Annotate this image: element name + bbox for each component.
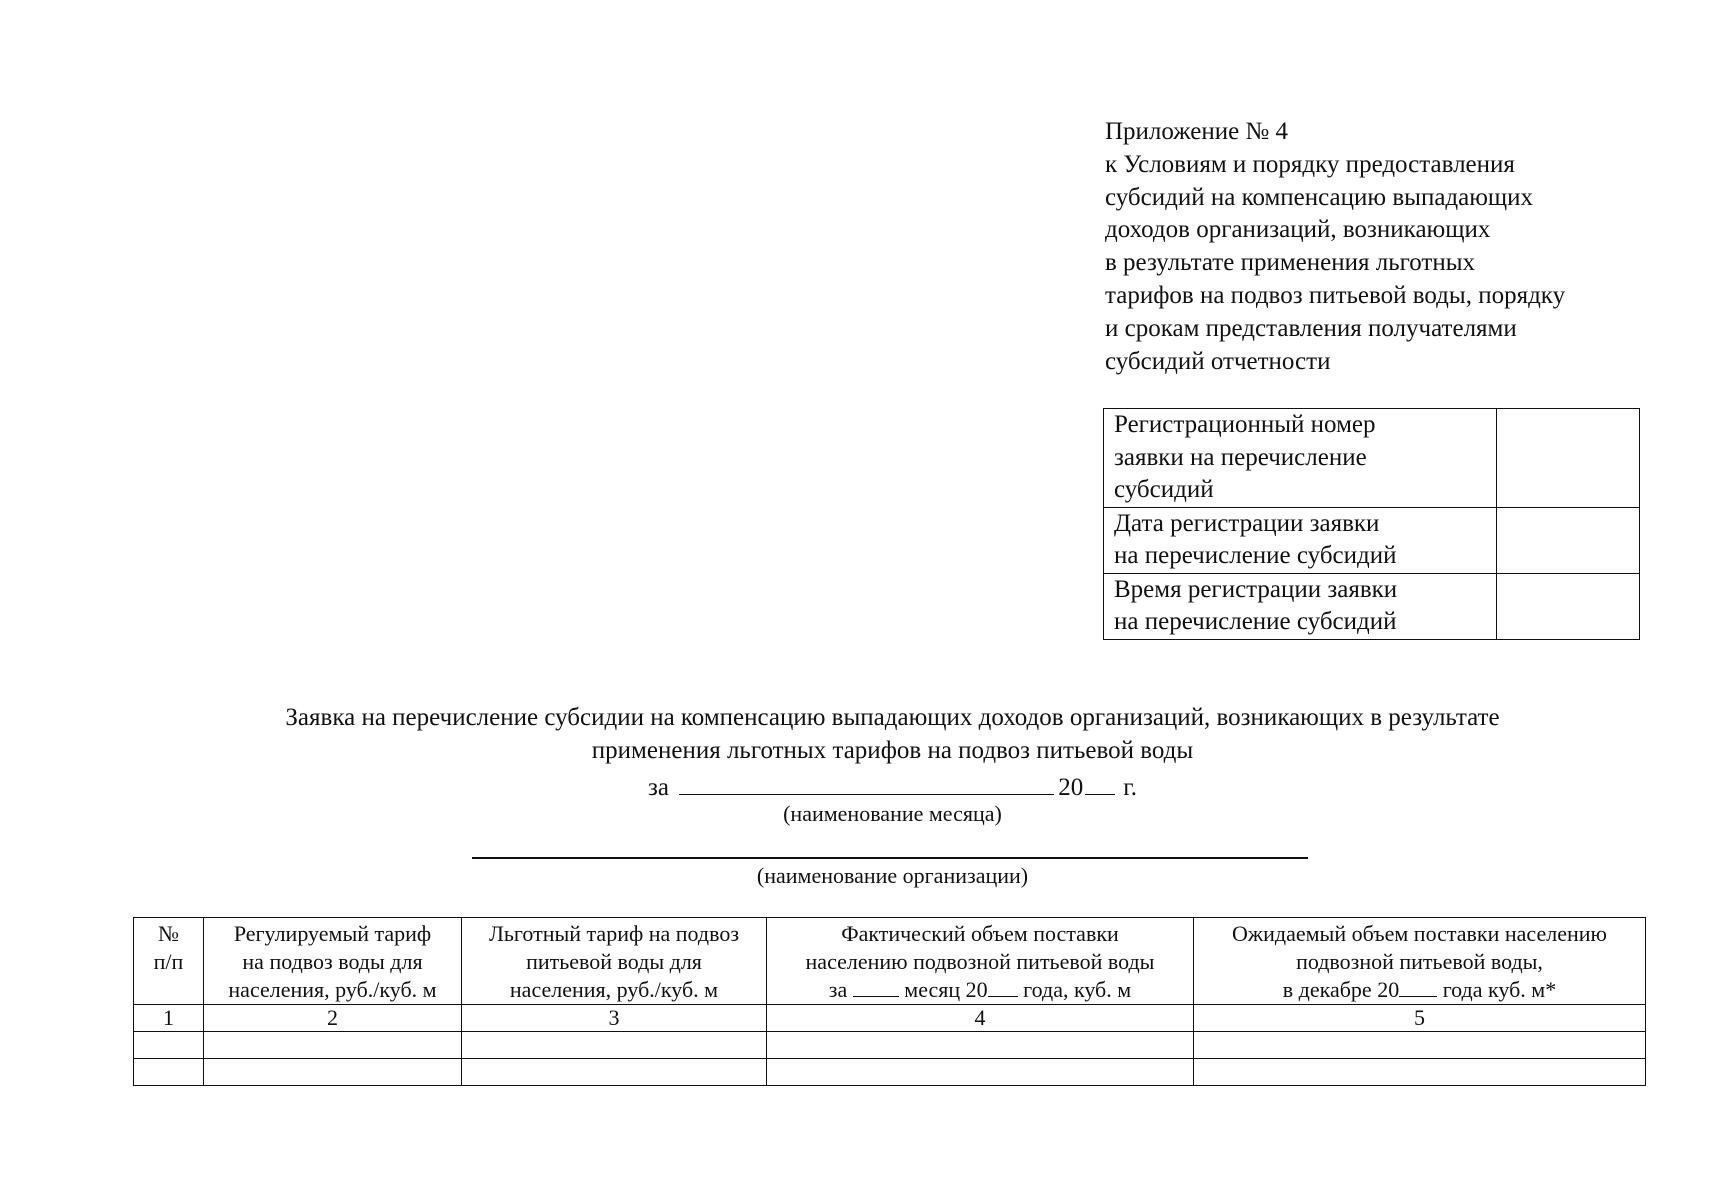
registration-row	[1104, 573, 1640, 639]
expected-volume-line2: подвозной питьевой воды,	[1296, 949, 1543, 974]
actual-volume-line2: населению подвозной питьевой воды	[805, 949, 1155, 974]
table-cell[interactable]	[134, 1059, 204, 1086]
year-blank-field[interactable]	[1085, 768, 1115, 795]
registration-row	[1104, 507, 1640, 573]
registration-row	[1104, 409, 1640, 508]
period-suffix: г.	[1123, 774, 1137, 801]
column-header-actual-volume	[767, 918, 1194, 1005]
column-header-number: № п/п	[134, 918, 204, 1005]
column-header-preferential-tariff: Льготный тариф на подвоз питьевой воды для населения, руб./куб. м	[462, 918, 767, 1005]
column-number: 4	[767, 1005, 1194, 1032]
expected-volume-post: года куб. м*	[1442, 977, 1557, 1002]
table-cell[interactable]	[462, 1059, 767, 1086]
table-cell[interactable]	[1194, 1032, 1646, 1059]
table-cell[interactable]	[767, 1032, 1194, 1059]
document-title: Заявка на перечисление субсидии на компенсацию выпадающих доходов организаций, возникающих в результате применения льготных тарифов на подвоз питьевой воды	[285, 704, 1500, 764]
expected-volume-line1: Ожидаемый объем поставки населению	[1232, 921, 1607, 946]
registration-table	[1103, 408, 1640, 640]
period-line	[0, 768, 1715, 804]
month-blank-field[interactable]	[679, 768, 1054, 795]
actual-volume-post: года, куб. м	[1023, 977, 1132, 1002]
actual-month-blank[interactable]	[853, 978, 899, 997]
actual-year-blank[interactable]	[988, 978, 1018, 997]
appendix-block	[1105, 116, 1665, 378]
month-caption: (наименование месяца)	[783, 801, 1002, 826]
column-number: 5	[1194, 1005, 1646, 1032]
column-number: 2	[204, 1005, 462, 1032]
registration-date-value[interactable]	[1497, 507, 1640, 573]
table-header-row	[134, 918, 1646, 1005]
column-header-expected-volume	[1194, 918, 1646, 1005]
organization-caption: (наименование организации)	[756, 863, 1029, 888]
period-year-prefix: 20	[1058, 774, 1084, 801]
registration-time-label: Время регистрации заявки на перечисление субсидий	[1104, 573, 1497, 639]
registration-time-value[interactable]	[1497, 573, 1640, 639]
table-cell[interactable]	[134, 1032, 204, 1059]
subsidy-table	[133, 917, 1646, 1086]
actual-volume-line1: Фактический объем поставки	[841, 921, 1119, 946]
period-prefix: за	[648, 774, 670, 801]
table-cell[interactable]	[204, 1059, 462, 1086]
table-cell[interactable]	[767, 1059, 1194, 1086]
table-row	[134, 1059, 1646, 1086]
appendix-heading: Приложение № 4	[1105, 118, 1289, 145]
table-cell[interactable]	[1194, 1059, 1646, 1086]
registration-date-label: Дата регистрации заявки на перечисление субсидий	[1104, 507, 1497, 573]
column-number-row	[134, 1005, 1646, 1032]
table-row	[134, 1032, 1646, 1059]
column-header-regulated-tariff: Регулируемый тариф на подвоз воды для населения, руб./куб. м	[204, 918, 462, 1005]
expected-volume-pre: в декабре 20	[1282, 977, 1400, 1002]
expected-year-blank[interactable]	[1399, 978, 1437, 997]
table-cell[interactable]	[462, 1032, 767, 1059]
organization-blank-field[interactable]	[472, 857, 1308, 859]
column-number: 1	[134, 1005, 204, 1032]
actual-volume-mid: месяц 20	[904, 977, 988, 1002]
actual-volume-pre: за	[828, 977, 848, 1002]
appendix-text: к Условиям и порядку предоставления субсидий на компенсацию выпадающих доходов организаций, возникающих в результате применения льготных тарифов на подвоз питьевой воды, порядку и срокам представления получателями субсидий отчетности	[1105, 150, 1566, 375]
table-cell[interactable]	[204, 1032, 462, 1059]
column-number: 3	[462, 1005, 767, 1032]
registration-number-value[interactable]	[1497, 409, 1640, 508]
registration-number-label: Регистрационный номер заявки на перечисление субсидий	[1104, 409, 1497, 508]
